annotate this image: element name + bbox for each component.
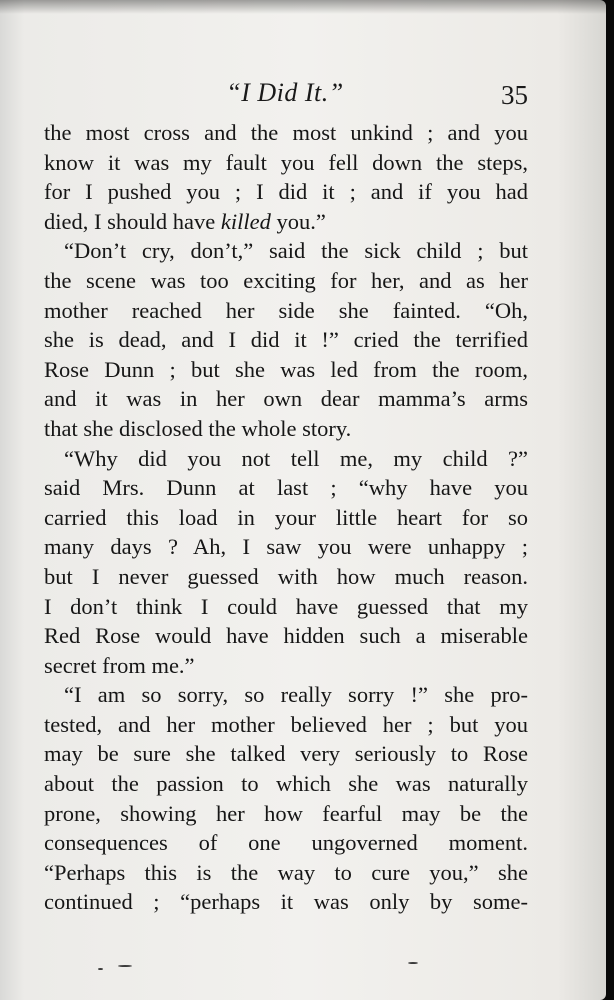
ink-speck bbox=[98, 968, 103, 970]
text-line: “Perhaps this is the way to cure you,” she bbox=[44, 859, 528, 885]
text-line: may be sure she talked very seriously to Rose bbox=[44, 741, 528, 767]
text-line bbox=[44, 207, 528, 237]
text-line: secret from me.” bbox=[44, 652, 195, 678]
text-line: Rose Dunn ; but she was led from the room, bbox=[44, 356, 528, 382]
running-title: “I Did It.” bbox=[226, 78, 344, 107]
text-line: but I never guessed with how much reason. bbox=[44, 563, 528, 589]
text-line: tested, and her mother believed her ; but you bbox=[44, 711, 528, 737]
text-line: the most cross and the most unkind ; and you bbox=[44, 120, 528, 145]
body-text bbox=[44, 118, 528, 917]
text-line: for I pushed you ; I did it ; and if you had bbox=[44, 179, 528, 205]
ink-speck bbox=[118, 965, 132, 967]
text-line: carried this load in your little heart for so bbox=[44, 504, 528, 530]
text-line: the scene was too exciting for her, and as her bbox=[44, 267, 528, 293]
text-line-end: you.” bbox=[270, 208, 326, 234]
text-line: that she disclosed the whole story. bbox=[44, 415, 352, 441]
text-line: mother reached her side she fainted. “Oh, bbox=[44, 297, 528, 323]
running-head bbox=[0, 78, 606, 114]
emphasized-word: killed bbox=[220, 208, 271, 234]
text-line: many days ? Ah, I saw you were unhappy ; bbox=[44, 534, 528, 560]
text-line: consequences of one ungoverned moment. bbox=[44, 830, 528, 856]
text-line: continued ; “perhaps it was only by some- bbox=[44, 889, 528, 915]
text-line: “Why did you not tell me, my child ?” bbox=[64, 445, 528, 471]
text-line-start: died, I should have bbox=[44, 208, 221, 234]
text-line: about the passion to which she was naturally bbox=[44, 771, 528, 797]
page-edge-shadow bbox=[606, 0, 614, 1000]
ink-speck bbox=[408, 962, 418, 964]
text-line: Red Rose would have hidden such a miserable bbox=[44, 623, 528, 649]
text-line: know it was my fault you fell down the steps, bbox=[44, 149, 528, 175]
text-line: said Mrs. Dunn at last ; “why have you bbox=[44, 475, 528, 501]
page-number: 35 bbox=[501, 80, 528, 110]
text-line: “I am so sorry, so really sorry !” she pro- bbox=[64, 682, 528, 708]
text-line: and it was in her own dear mamma’s arms bbox=[44, 386, 528, 412]
text-line: “Don’t cry, don’t,” said the sick child ; but bbox=[64, 238, 528, 264]
text-line: I don’t think I could have guessed that my bbox=[44, 593, 528, 619]
text-line: she is dead, and I did it !” cried the terrified bbox=[44, 327, 528, 353]
text-line: prone, showing her how fearful may be the bbox=[44, 800, 528, 826]
